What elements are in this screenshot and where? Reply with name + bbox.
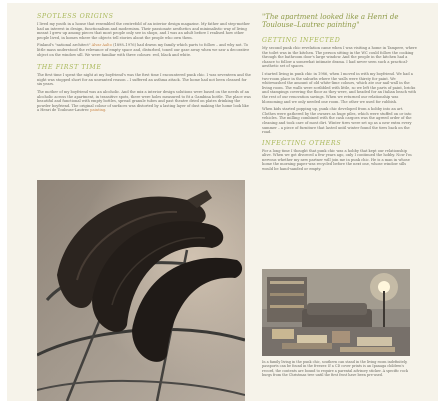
heading-getting-infected: GETTING INFECTED bbox=[262, 37, 341, 44]
paragraph-spotless-origins-2 bbox=[37, 43, 252, 57]
living-room-illustration bbox=[262, 269, 410, 356]
link-alvar-aalto[interactable]: Alvar Aalto bbox=[91, 43, 112, 48]
paragraph-text: The mother of my boyfriend was an alcoholic. And the mix a interior design solutions were based on the needs of an alcoholic across the apartment, in transitive spots, there were holes measured to fit a Gambina bottle. The place was beautiful and functional with empty bottles, spread granule tubes and past theatre dried on plates drinking the powder boyfriend. The original colour of surfaces was distorted by a lasting layer of dust making the home look like a Henri de Toulouse-Lautrec bbox=[37, 89, 251, 113]
heading-spotless-origins: SPOTLESS ORIGINS bbox=[37, 13, 114, 20]
bananas-photo bbox=[37, 180, 245, 401]
paragraph-spotless-origins-1: I lived my youth in a house that resembled the centrefold of an interior design magazine. My father and step-mother had an interest in design, functionalism and modernism. Their passionate aesthetics and minimalistic way of living meant I grew up among pieces that most people only see in shops, and I was an adult before I realised how other people lived, in homes where the objects tell stories about the people who own them. bbox=[37, 22, 251, 40]
magazine-page bbox=[7, 3, 438, 401]
heading-infecting-others: INFECTING OTHERS bbox=[262, 139, 342, 147]
right-column bbox=[262, 13, 417, 175]
paragraph-text: Finland's "national architect" bbox=[37, 43, 91, 48]
paragraph-getting-infected-3: When kids started popping up, punk chic developed from a hobby into an art. Clothes were gathered by the owners as huge piles, which were stuffed on or into vehicles. The milling combined with the cash cargoes was the agreed order of the cleaning and took care of most dirt. Winter tires were set up as a new extra every summer – a piece of furniture that lasted until winter found the tires back on the road. bbox=[262, 107, 412, 135]
pull-quote: "The apartment looked like a Henri de Toulouse–Lautrec painting" bbox=[262, 13, 399, 29]
paragraph-getting-infected-1: My second punk chic revelation came when I was visiting a home in Tampere, where the toilet was in the kitchen. The person sitting in the WC could follow the cooking through the bathroom door's large window. And the people in the kitchen had a chance to follow a somewhat intimate drama. I had never seen such a practical-aesthetic set of spaces. bbox=[262, 46, 417, 69]
left-column bbox=[37, 13, 252, 116]
paragraph-getting-infected-2: I started living in punk chic in 1986, when I moved in with my boyfriend. We had a two-room place in the suburbs where the walls were thirsty for paint. We whitewashed the amount of old white-lime colours, which ate our nail-wall in the living room. The walls were scribbled with little, so we left the parts of paint, bricks and stampings covering the floor as they were, and headed for an Italian beach with the rest of our renovation savings. When we returned our relationship was blossoming and we only needed one room. The other we used for rubbish. bbox=[262, 71, 417, 104]
bananas-illustration bbox=[37, 180, 245, 401]
paragraph-first-time-2 bbox=[37, 90, 252, 113]
link-painting[interactable]: painting bbox=[90, 108, 106, 113]
paragraph-infecting-others-1: For a long time I thought that punk chic was a hobby that kept our relationship alive. When we got divorced a few years ago, only I continued the hobby. Now I'm nervous whether my new partner will join me in punk chic. He is a man in whose home the morning paper was recycled before the next one, whose window sills would be hand-sanded or empty. bbox=[262, 148, 412, 172]
paragraph-text: (1898–1976) had drawn my family which parts to follow – and why not. To little mass understood the relevance of empty space and, disturbed, toned our gaze away when we saw a decorative object on the window sill. We were familiar with three colours: red, black and white. bbox=[37, 43, 250, 57]
paragraph-first-time-1: The first time I spent the night at my boyfriend's was the first time I encountered punk chic. I was seventeen and the night was stopped short for an unwanted reason – I suffered an asthma attack. The home had not been cleaned for six years. bbox=[37, 73, 251, 87]
living-room-photo bbox=[262, 269, 410, 356]
photo-caption: In a family living in the punk chic, southern can stand in the living room indefinitely, passports can be found in the freezer. If a CD cover prints is an Ipanaga children's record, the contents are bound to require a parental advisory sticker. A specific rock burgs from the Christmas tree until the first frost have been pre-used. bbox=[262, 360, 408, 377]
heading-the-first-time: THE FIRST TIME bbox=[37, 64, 102, 72]
paragraph-text: . bbox=[105, 108, 107, 113]
